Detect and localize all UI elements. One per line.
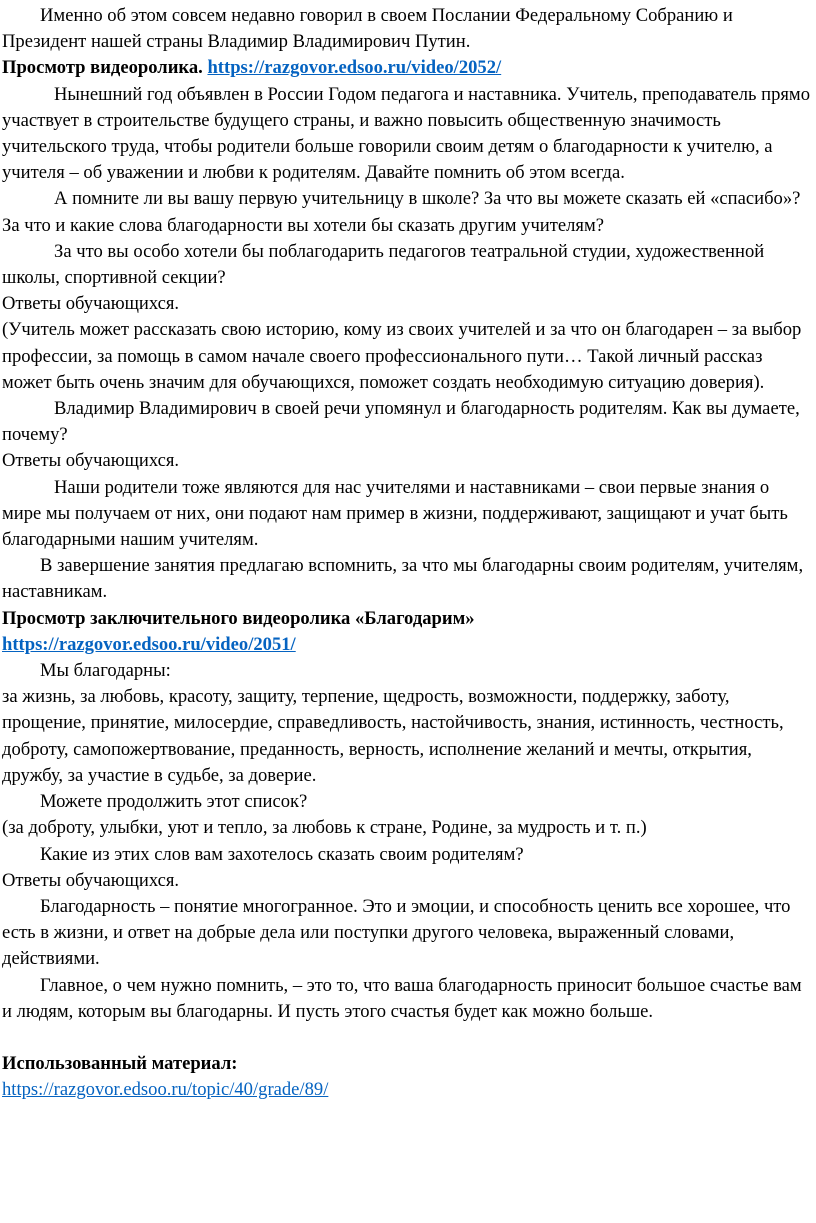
paragraph-words-for-parents: Какие из этих слов вам захотелось сказать своим родителям?	[40, 843, 524, 865]
paragraph-year-of-teacher: Нынешний год объявлен в России Годом педагога и наставника. Учитель, преподаватель прямо участвует в строительстве будущего страны, и важно повысить общественную значимость учительского труда, чтобы родители больше говорили своим детям о благодарности к учителю, а учителя – об уважении и любви к родителям. Давайте помнить об этом всегда.	[2, 83, 810, 184]
video-1-link[interactable]: https://razgovor.edsoo.ru/video/2052/	[207, 57, 502, 79]
blank-line	[2, 1025, 810, 1051]
paragraph-continue-list: Можете продолжить этот список?	[40, 791, 308, 813]
sources-label: Использованный материал:	[2, 1053, 238, 1075]
students-answers-2: Ответы обучающихся.	[2, 450, 180, 472]
paragraph-thank-parents-question: Владимир Владимирович в своей речи упомянул и благодарность родителям. Как вы думаете, почему?	[2, 398, 800, 446]
paragraph-gratitude-definition: Благодарность – понятие многогранное. Это и эмоции, и способность ценить все хорошее, что есть в жизни, и ответ на добрые дела или поступки другого человека, выраженный словами, действиями.	[2, 895, 791, 970]
video-2-link[interactable]: https://razgovor.edsoo.ru/video/2051/	[2, 633, 296, 655]
students-answers-3: Ответы обучающихся.	[2, 869, 180, 891]
students-answers-1: Ответы обучающихся.	[2, 293, 180, 315]
sources-link[interactable]: https://razgovor.edsoo.ru/topic/40/grade/89/	[2, 1079, 329, 1101]
paragraph-thank-educators: За что вы особо хотели бы поблагодарить педагогов театральной студии, художественной школы, спортивной секции?	[2, 240, 765, 289]
paragraph-teacher-story: (Учитель может рассказать свою историю, кому из своих учителей и за что он благодарен – за выбор профессии, за помощь в самом начале своего профессионального пути… Такой личный рассказ может быть очень значим для обучающихся, поможет создать необходимую ситуацию доверия).	[2, 319, 802, 393]
paragraph-we-are-grateful: Мы благодарны:	[40, 660, 171, 682]
video-1-label: Просмотр видеоролика.	[2, 57, 203, 79]
video-2-line	[2, 632, 810, 658]
paragraph-first-teacher: А помните ли вы вашу первую учительницу в школе? За что вы можете сказать ей «спасибо»? За что и какие слова благодарности вы хотели бы сказать другим учителям?	[2, 188, 801, 236]
paragraph-intro: Именно об этом совсем недавно говорил в своем Послании Федеральному Собранию и Президент нашей страны Владимир Владимирович Путин.	[2, 5, 733, 53]
paragraph-gratitude-list: за жизнь, за любовь, красоту, защиту, терпение, щедрость, возможности, поддержку, заботу, прощение, принятие, милосердие, справедливость, настойчивость, знания, истинность, честность, доброту, самопожертвование, преданность, верность, исполнение желаний и мечты, открытия, дружбу, за участие в судьбе, за доверие.	[2, 686, 784, 786]
paragraph-main-point: Главное, о чем нужно помнить, – это то, что ваша благодарность приносит большое счастье вам и людям, которым вы благодарны. И пусть этого счастья будет как можно больше.	[2, 974, 802, 1022]
video-2-label: Просмотр заключительного видеоролика «Благодарим»	[2, 607, 475, 629]
paragraph-list-examples: (за доброту, улыбки, уют и тепло, за любовь к стране, Родине, за мудрость и т. п.)	[2, 817, 647, 839]
video-1-line	[2, 55, 810, 81]
paragraph-parents-teachers: Наши родители тоже являются для нас учителями и наставниками – свои первые знания о мире мы получаем от них, они подают нам пример в жизни, поддерживают, защищают и учат быть благодарными нашим учителям.	[2, 476, 788, 551]
sources-line	[2, 1077, 810, 1103]
paragraph-conclusion-intro: В завершение занятия предлагаю вспомнить, за что мы благодарны своим родителям, учителям, наставникам.	[2, 555, 804, 603]
